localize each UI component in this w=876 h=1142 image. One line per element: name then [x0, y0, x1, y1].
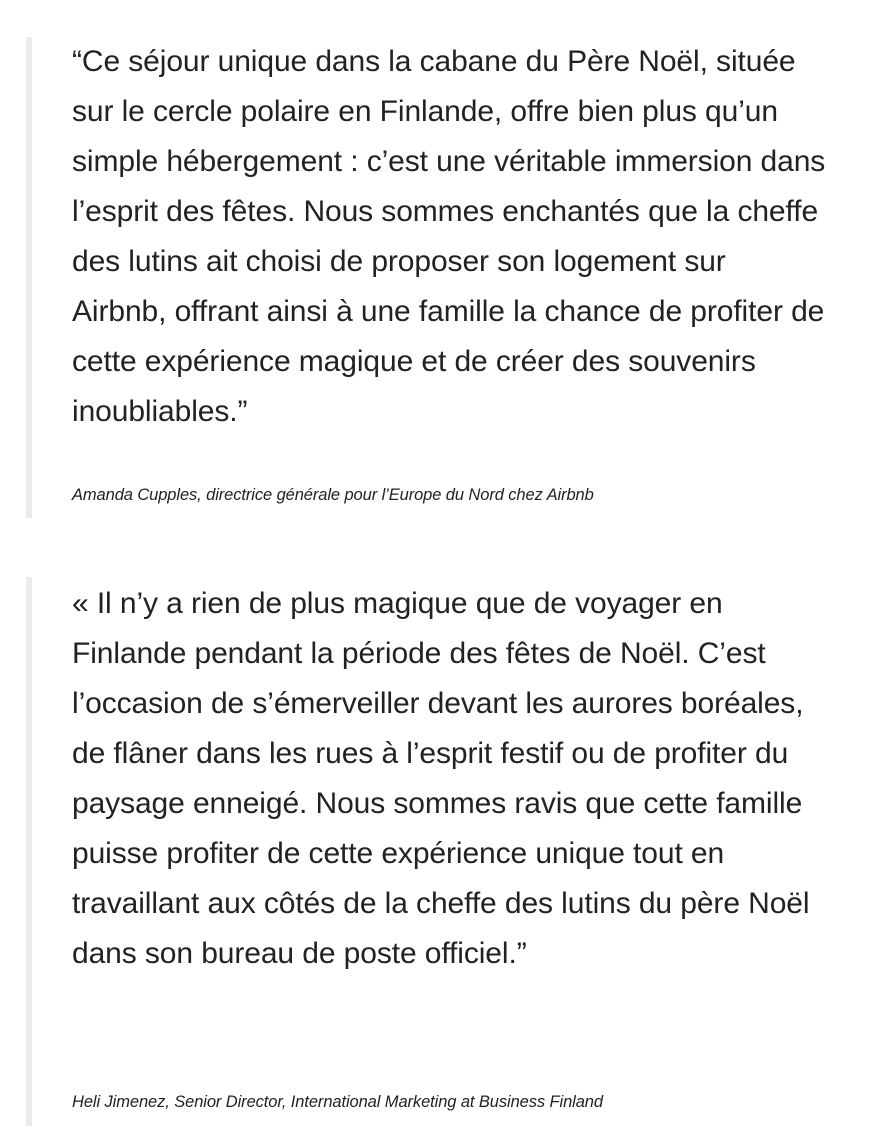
quote-block-airbnb — [26, 37, 826, 518]
quote-attribution: Amanda Cupples, directrice générale pour l’Europe du Nord chez Airbnb — [72, 486, 594, 504]
quote-text: « Il n’y a rien de plus magique que de voyager en Finlande pendant la période des fêtes de Noël. C’est l’occasion de s’émerveiller devant les aurores boréales, de flâner dans les rues à l’esprit festif ou de profiter du paysage enneigé. Nous sommes ravis que cette famille puisse profiter de cette expérience unique tout en travaillant aux côtés de la cheffe des lutins du père Noël dans son bureau de poste officiel.” — [72, 587, 810, 970]
quote-attribution: Heli Jimenez, Senior Director, International Marketing at Business Finland — [72, 1093, 603, 1111]
quote-text: “Ce séjour unique dans la cabane du Père Noël, située sur le cercle polaire en Finlande, offre bien plus qu’un simple hébergement : c’est une véritable immersion dans l’esprit des fêtes. Nous sommes enchantés que la cheffe des lutins ait choisi de proposer son logement sur Airbnb, offrant ainsi à une famille la chance de profiter de cette expérience magique et de créer des souvenirs inoubliables.” — [72, 45, 826, 428]
quote-block-business-finland — [26, 577, 826, 1126]
